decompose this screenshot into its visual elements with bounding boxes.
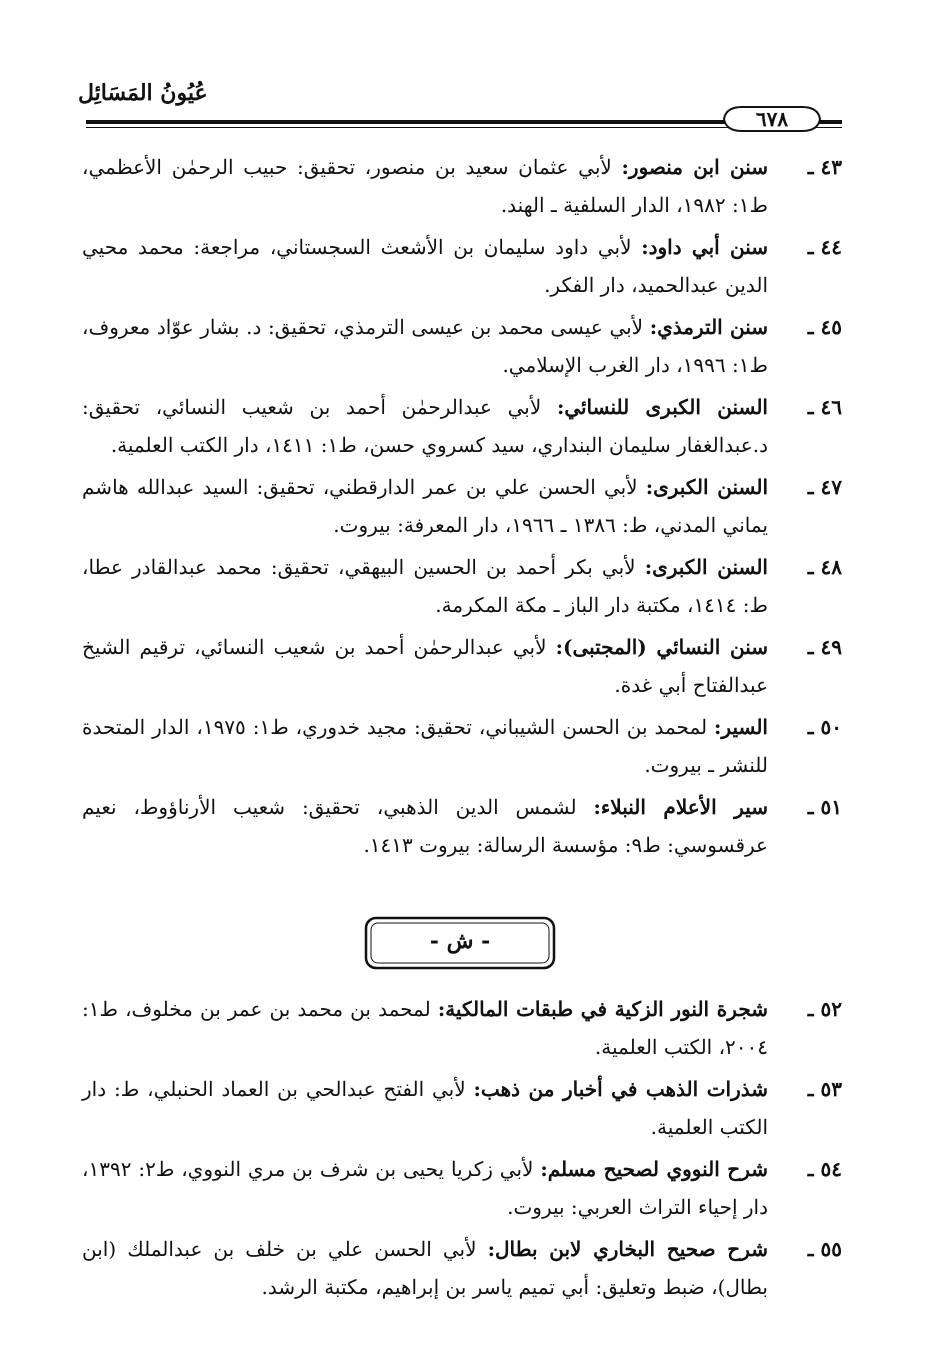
entry-number: ٤٤ ـ bbox=[807, 235, 842, 259]
bibliography-entry bbox=[82, 1150, 842, 1226]
entry-number: ٥٥ ـ bbox=[807, 1237, 842, 1261]
entry-title: سنن النسائي (المجتبى): bbox=[555, 635, 768, 659]
entry-number: ٥٤ ـ bbox=[807, 1157, 842, 1181]
entry-details: لأبي عيسى محمد بن عيسى الترمذي، تحقيق: د. بشار عوّاد معروف، ط١: ١٩٩٦، دار الغرب الإسلامي. bbox=[82, 315, 768, 377]
bibliography-list-part-1 bbox=[82, 148, 842, 868]
entry-title: شرح صحيح البخاري لابن بطال: bbox=[487, 1237, 768, 1261]
entry-number: ٥٠ ـ bbox=[807, 715, 842, 739]
bibliography-entry bbox=[82, 1230, 842, 1306]
entry-title: شرح النووي لصحيح مسلم: bbox=[540, 1157, 768, 1181]
bibliography-entry bbox=[82, 148, 842, 224]
bibliography-entry bbox=[82, 990, 842, 1066]
entry-title: السنن الكبرى: bbox=[645, 475, 768, 499]
entry-title: السير: bbox=[714, 715, 768, 739]
entry-number: ٤٦ ـ bbox=[807, 395, 842, 419]
page-number: ٦٧٨ bbox=[755, 107, 789, 131]
entry-details: لأبي الحسن علي بن خلف بن عبدالملك (ابن بطال)، ضبط وتعليق: أبي تميم ياسر بن إبراهيم، مكتبة الرشد. bbox=[82, 1237, 768, 1299]
entry-number: ٤٧ ـ bbox=[807, 475, 842, 499]
entry-title: شجرة النور الزكية في طبقات المالكية: bbox=[437, 997, 768, 1021]
section-letter: - ش - bbox=[429, 928, 491, 954]
bibliography-entry bbox=[82, 788, 842, 864]
entry-number: ٤٥ ـ bbox=[807, 315, 842, 339]
entry-details: لأبي عبدالرحمٰن أحمد بن شعيب النسائي، تحقيق: د.عبدالغفار سليمان البنداري، سيد كسروي حسن، ط١: ١٤١١، دار الكتب العلمية. bbox=[82, 395, 768, 457]
entry-title: السنن الكبرى: bbox=[644, 555, 768, 579]
running-header-title: عُيُونُ المَسَائِل bbox=[78, 80, 208, 106]
entry-details: لمحمد بن الحسن الشيباني، تحقيق: مجيد خدوري، ط١: ١٩٧٥، الدار المتحدة للنشر ـ بيروت. bbox=[82, 715, 768, 777]
bibliography-entry bbox=[82, 388, 842, 464]
bibliography-entry bbox=[82, 548, 842, 624]
bibliography-entry bbox=[82, 228, 842, 304]
bibliography-entry bbox=[82, 708, 842, 784]
entry-details: لأبي داود سليمان بن الأشعث السجستاني، مراجعة: محمد محيي الدين عبدالحميد، دار الفكر. bbox=[82, 235, 768, 297]
bibliography-list-part-2 bbox=[82, 990, 842, 1310]
entry-details: لأبي عثمان سعيد بن منصور، تحقيق: حبيب الرحمٰن الأعظمي، ط١: ١٩٨٢، الدار السلفية ـ الهند. bbox=[82, 155, 768, 217]
entry-title: سنن أبي داود: bbox=[641, 235, 768, 259]
entry-details: لأبي عبدالرحمٰن أحمد بن شعيب النسائي، ترقيم الشيخ عبدالفتاح أبي غدة. bbox=[82, 635, 768, 697]
entry-title: السنن الكبرى للنسائي: bbox=[556, 395, 768, 419]
section-heading-box bbox=[364, 916, 556, 970]
entry-number: ٤٩ ـ bbox=[807, 635, 842, 659]
bibliography-entry bbox=[82, 1070, 842, 1146]
entry-number: ٤٣ ـ bbox=[807, 155, 842, 179]
bibliography-entry bbox=[82, 468, 842, 544]
entry-details: لأبي زكريا يحيى بن شرف بن مري النووي، ط٢: ١٣٩٢، دار إحياء التراث العربي: بيروت. bbox=[82, 1157, 768, 1219]
entry-number: ٥٢ ـ bbox=[807, 997, 842, 1021]
entry-details: لمحمد بن محمد بن عمر بن مخلوف، ط١: ٢٠٠٤، الكتب العلمية. bbox=[82, 997, 768, 1059]
entry-title: سير الأعلام النبلاء: bbox=[593, 795, 768, 819]
page-number-badge bbox=[712, 104, 832, 134]
entry-details: لأبي الفتح عبدالحي بن العماد الحنبلي، ط: دار الكتب العلمية. bbox=[82, 1077, 768, 1139]
entry-number: ٤٨ ـ bbox=[807, 555, 842, 579]
bibliography-entry bbox=[82, 628, 842, 704]
entry-details: لشمس الدين الذهبي، تحقيق: شعيب الأرناؤوط، نعيم عرقسوسي: ط٩: مؤسسة الرسالة: بيروت ١٤١٣. bbox=[82, 795, 768, 857]
entry-details: لأبي بكر أحمد بن الحسين البيهقي، تحقيق: محمد عبدالقادر عطا، ط: ١٤١٤، مكتبة دار الباز ـ مكة المكرمة. bbox=[82, 555, 768, 617]
bibliography-entry bbox=[82, 308, 842, 384]
entry-number: ٥٣ ـ bbox=[807, 1077, 842, 1101]
entry-title: سنن ابن منصور: bbox=[621, 155, 768, 179]
entry-details: لأبي الحسن علي بن عمر الدارقطني، تحقيق: السيد عبدالله هاشم يماني المدني، ط: ١٣٨٦ ـ ١٩٦٦، دار المعرفة: بيروت. bbox=[82, 475, 768, 537]
entry-title: شذرات الذهب في أخبار من ذهب: bbox=[473, 1077, 768, 1101]
entry-title: سنن الترمذي: bbox=[649, 315, 768, 339]
entry-number: ٥١ ـ bbox=[807, 795, 842, 819]
